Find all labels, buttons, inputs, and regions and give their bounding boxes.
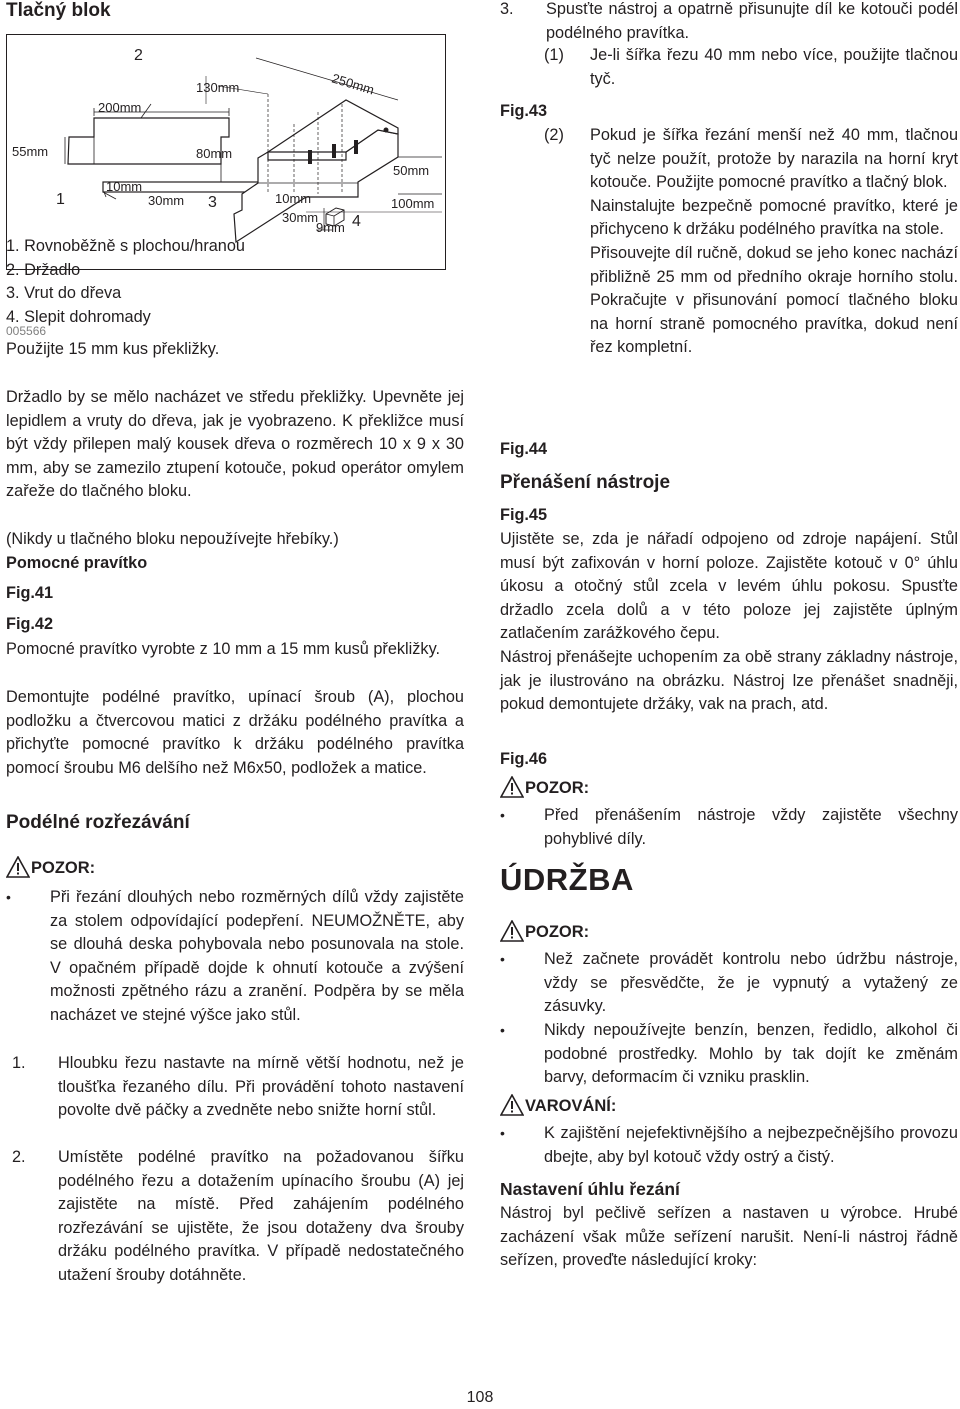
carry-paragraph-1: Ujistěte se, zda je nářadí odpojeno od zdroje napájení. Stůl musí být zafixován v horní poloze. Zajistěte kotouč v 0° úhlu úkosu a otočný stůl zcela v levém úhlu pokosu. Spusťte držadlo zcela dolů a v této poloze jej zajistěte úplným zatlačením zarážkového čepu. xyxy=(500,530,958,643)
diagram-dim-80mm: 80mm xyxy=(196,146,233,161)
caution-label: POZOR: xyxy=(525,923,590,941)
page-number: 108 xyxy=(466,1389,494,1406)
warning-header xyxy=(500,1094,616,1116)
diagram-dim-200mm: 200mm xyxy=(98,100,142,115)
bullet-dot: • xyxy=(500,1125,505,1141)
sub-step-number: (2) xyxy=(544,126,564,144)
diagram-dim-10mm-left: 10mm xyxy=(106,179,143,194)
bullet-text: Nikdy nepoužívejte benzín, benzen, ředidlo, alkohol či podobné prostředky. Mohlo by tak dojít ke změnám barvy, deformacím či vzniku prasklin. xyxy=(544,1021,958,1087)
bullet-text: Před přenášením nástroje vždy zajistěte všechny pohyblivé díly. xyxy=(544,806,958,848)
legend-item: 2. Držadlo xyxy=(6,260,81,279)
caution-label: POZOR: xyxy=(31,859,96,877)
no-nails-note: (Nikdy u tlačného bloku nepoužívejte hřebíky.) xyxy=(6,530,339,548)
diagram-dim-250mm: 250mm xyxy=(330,70,376,98)
diagram-dim-30mm-left: 30mm xyxy=(148,193,185,208)
warning-triangle-icon xyxy=(500,1094,524,1116)
caution-label: POZOR: xyxy=(525,779,590,797)
bullet-text: Než začnete provádět kontrolu nebo údržbu nástroje, vždy se přesvědčte, že je vypnutý a vytažený ze zásuvky. xyxy=(544,950,958,1016)
heading-auxiliary-fence: Pomocné pravítko xyxy=(6,554,148,572)
diagram-dim-9mm: 9mm xyxy=(316,220,345,235)
bullet-text: K zajištění nejefektivnějšího a nejbezpečnějšího provozu dbejte, aby byl kotouč vždy ostrý a čistý. xyxy=(544,1124,958,1166)
warning-triangle-icon xyxy=(6,856,30,878)
warning-label: VAROVÁNÍ: xyxy=(525,1097,617,1115)
sub-step-1 xyxy=(544,44,958,91)
warning-triangle-icon xyxy=(500,776,524,798)
step-text: Hloubku řezu nastavte na mírně větší hodnotu, než je tloušťka řezaného dílu. Při provádění tohoto nastavení povolte dvě páčky a zvedněte nebo snižte horní stůl. xyxy=(58,1054,464,1120)
bullet-dot: • xyxy=(500,1022,505,1038)
diagram-dim-50mm: 50mm xyxy=(393,163,430,178)
diagram-label-4: 4 xyxy=(352,213,361,230)
step-number: 2. xyxy=(12,1148,26,1166)
step-text: Umístěte podélné pravítko na požadovanou šířku podélného řezu a dotažením upínacího šroubu (A) jej zajistěte na místě. Před zahájením podélného rozřezávání se ujistěte, že jsou dotaženy dva šrouby držáku podélného pravítka. V případě nedostatečného utažení šrouby dotáhněte. xyxy=(58,1148,464,1284)
step-3 xyxy=(500,0,958,45)
diagram-label-3: 3 xyxy=(208,194,217,211)
caution-bullet xyxy=(6,886,464,1028)
step-text: Spusťte nástroj a opatrně přisunujte díl ke kotouči podél podélného pravítka. xyxy=(546,0,958,42)
maintenance-bullet-1 xyxy=(500,948,958,1019)
diagram-legend xyxy=(6,235,306,329)
sub-step-text: Nainstalujte bezpečně pomocné pravítko, které je přichyceno k držáku podélného pravítka na stole. xyxy=(590,196,958,239)
fig-43-label: Fig.43 xyxy=(500,102,548,120)
sub-step-2 xyxy=(544,124,958,360)
caution-header xyxy=(500,776,589,798)
heading-maintenance: ÚDRŽBA xyxy=(500,862,634,897)
caution-header xyxy=(500,920,589,942)
heading-carrying-tool: Přenášení nástroje xyxy=(500,472,671,493)
aux-fence-paragraph: Pomocné pravítko vyrobte z 10 mm a 15 mm kusů překližky. xyxy=(6,640,441,658)
remove-fence-paragraph: Demontujte podélné pravítko, upínací šroub (A), plochou podložku a čtvercovou matici z držáku podélného pravítka a přichyťte pomocné pravítko k držáku podélného pravítka pomocí šroubu M6 delšího než M6x50, podložek a matice. xyxy=(6,688,464,777)
handle-paragraph: Držadlo by se mělo nacházet ve středu překližky. Upevněte jej lepidlem a vruty do dřeva, jak je vyobrazeno. K překližce musí být vždy přilepen malý kousek dřeva o rozměrech 10 x 9 x 30 mm, aby se zamezilo ztupení kotouče, pokud operátor omylem zařeže do tlačného bloku. xyxy=(6,388,464,501)
diagram-dim-55mm: 55mm xyxy=(12,144,49,159)
legend-item: 4. Slepit dohromady xyxy=(6,307,151,326)
bullet-dot: • xyxy=(500,951,505,967)
fig-46-label: Fig.46 xyxy=(500,750,548,768)
section-title-push-block: Tlačný blok xyxy=(6,0,111,21)
warning-bullet xyxy=(500,1122,958,1169)
step-1 xyxy=(12,1052,464,1123)
fig-45-label: Fig.45 xyxy=(500,506,548,524)
sub-step-text: Je-li šířka řezu 40 mm nebo více, použijte tlačnou tyč. xyxy=(590,46,958,88)
sub-step-number: (1) xyxy=(544,46,564,64)
sub-step-text: Pokud je šířka řezání menší než 40 mm, tlačnou tyč nelze použít, protože by narazila na horní kryt kotouče. Použijte pomocné pravítko a tlačný blok. xyxy=(590,126,958,192)
legend-item: 3. Vrut do dřeva xyxy=(6,284,122,303)
step-number: 1. xyxy=(12,1054,26,1072)
caution-header xyxy=(6,856,95,878)
step-2 xyxy=(12,1146,464,1288)
warning-triangle-icon xyxy=(500,920,524,942)
diagram-dim-30mm-right: 30mm xyxy=(282,210,319,225)
fig-44-label: Fig.44 xyxy=(500,440,548,458)
bullet-dot: • xyxy=(500,807,505,823)
legend-item: 1. Rovnoběžně s plochou/hranou xyxy=(6,237,245,255)
use-plywood-text: Použijte 15 mm kus překližky. xyxy=(6,340,220,358)
fig-41-label: Fig.41 xyxy=(6,584,54,602)
fig-42-label: Fig.42 xyxy=(6,615,54,633)
sub-step-text: Přisouvejte díl ručně, dokud se jeho konec nachází přibližně 25 mm od předního okraje horního stolu. Pokračujte v přisunování pomocí tlačného bloku na horní straně pomocného pravítka, dokud není řez kompletní. xyxy=(590,243,958,357)
carry-paragraph-2: Nástroj přenášejte uchopením za obě strany základny nástroje, jak je ilustrováno na obrázku. Nástroj lze přenášet snadněji, pokud demontujete držáky, vak na prach, atd. xyxy=(500,648,958,714)
diagram-label-2: 2 xyxy=(134,47,143,64)
step-number: 3. xyxy=(500,0,514,18)
bullet-text: Při řezání dlouhých nebo rozměrných dílů vždy zajistěte za stolem odpovídající podepření. NEUMOŽNĚTE, aby se dlouhá deska pohybovala nebo posunovala na stole. V opačném případě dojde k ohnutí kotouče a zvýšení možnosti zpětného rázu a zranění. Podpěra by se měla nacházet ve stejné výšce jako stůl. xyxy=(50,888,464,1024)
diagram-dim-10mm-right: 10mm xyxy=(275,191,312,206)
maintenance-bullet-2 xyxy=(500,1019,958,1090)
heading-rip-sawing: Podélné rozřezávání xyxy=(6,812,190,833)
carry-caution-bullet xyxy=(500,804,958,851)
diagram-dim-100mm: 100mm xyxy=(391,196,435,211)
image-code: 005566 xyxy=(6,324,47,338)
angle-paragraph: Nástroj byl pečlivě seřízen a nastaven u výrobce. Hrubé zacházení však může seřízení narušit. Není-li nástroj řádně seřízen, proveďte následující kroky: xyxy=(500,1204,958,1270)
diagram-label-1: 1 xyxy=(56,191,65,208)
diagram-dim-130mm: 130mm xyxy=(196,80,240,95)
heading-angle-adjustment: Nastavení úhlu řezání xyxy=(500,1179,680,1199)
bullet-dot: • xyxy=(6,889,11,905)
